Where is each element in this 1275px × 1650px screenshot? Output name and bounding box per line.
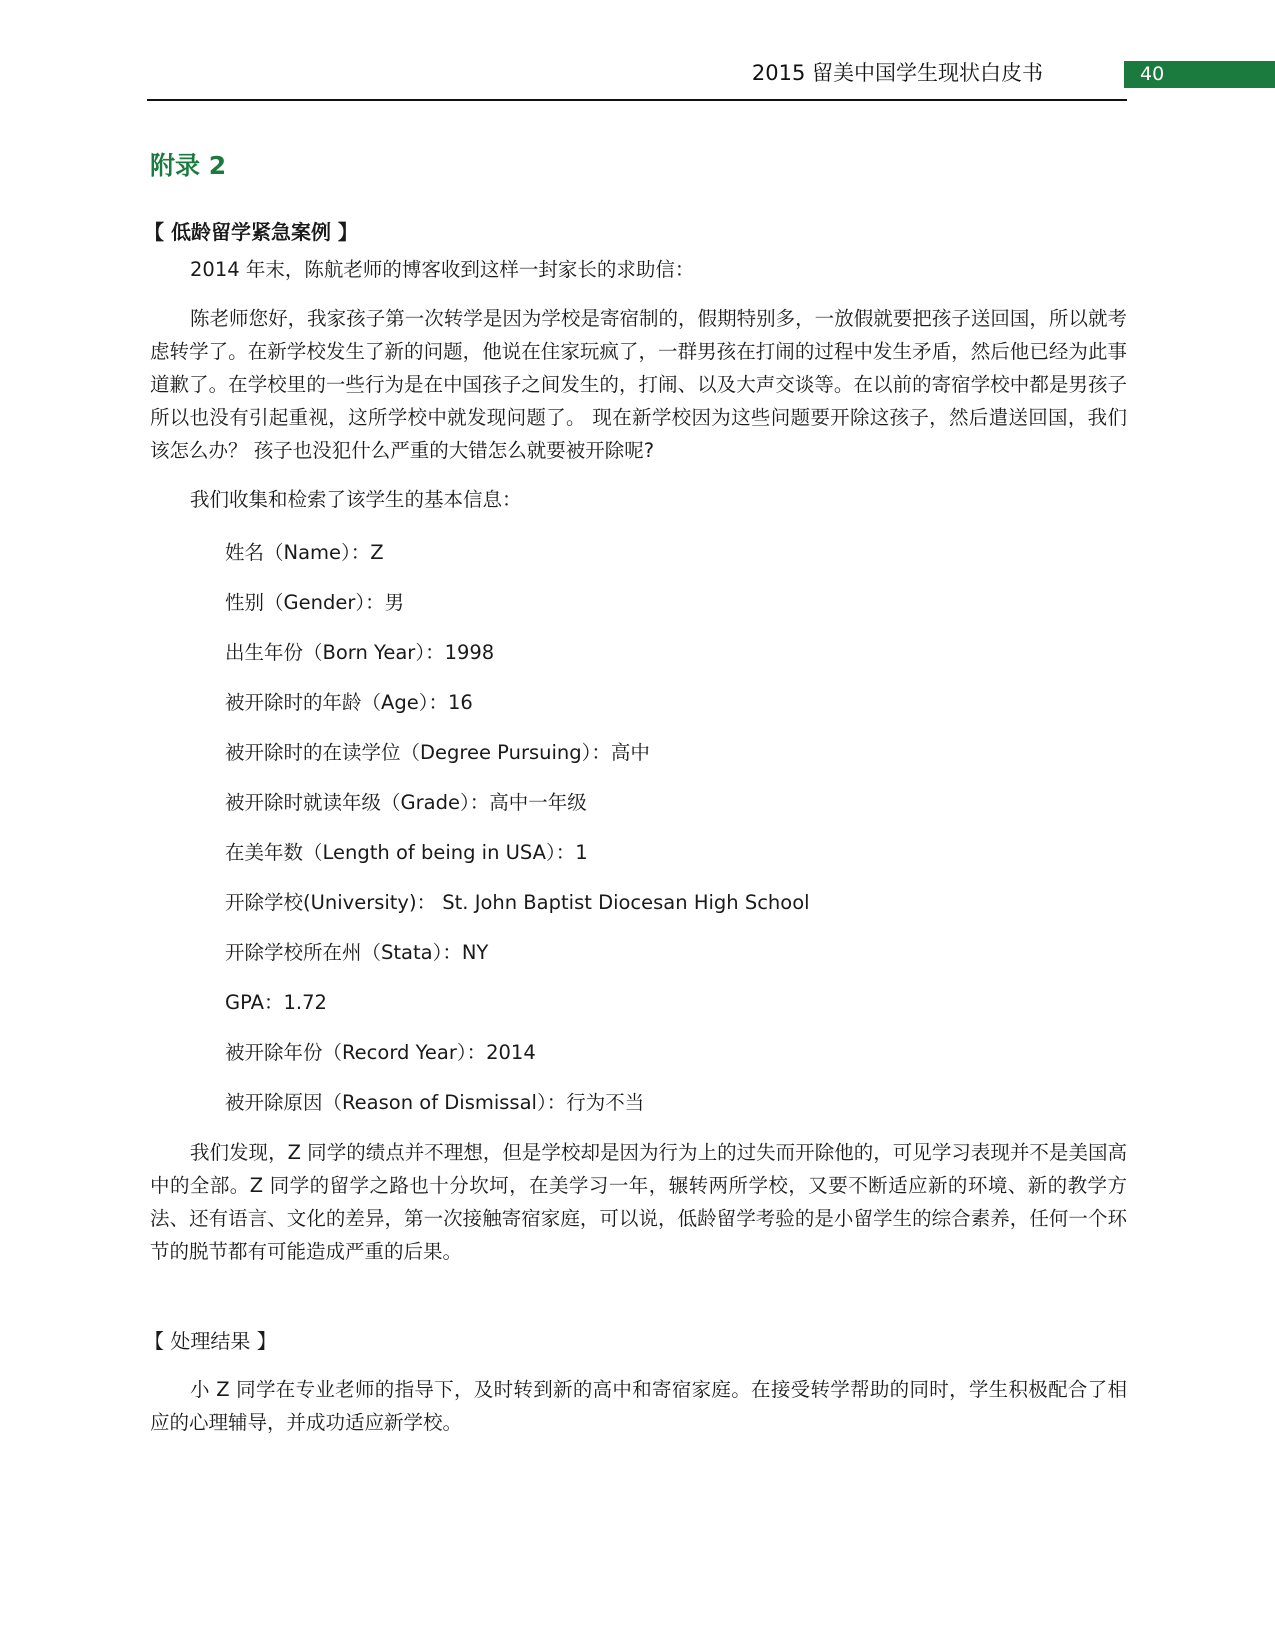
info-name: 姓名（Name）：Z (225, 541, 384, 564)
info-age: 被开除时的年龄（Age）：16 (225, 691, 473, 714)
info-record-year: 被开除年份（Record Year）：2014 (225, 1041, 536, 1064)
page-number: 40 (1124, 61, 1275, 88)
info-intro: 我们收集和检索了该学生的基本信息： (190, 488, 522, 511)
result-paragraph: 小 Z 同学在专业老师的指导下，及时转到新的高中和寄宿家庭。在接受转学帮助的同时，学生积极配合了相应的心理辅导，并成功适应新学校。 (150, 1378, 1127, 1434)
result-heading: 【 处理结果 】 (144, 1329, 277, 1353)
info-years-in-usa: 在美年数（Length of being in USA）：1 (225, 841, 588, 864)
parent-letter: 陈老师您好，我家孩子第一次转学是因为学校是寄宿制的，假期特别多，一放假就要把孩子送回国，所以就考虑转学了。在新学校发生了新的问题，他说在住家玩疯了，一群男孩在打闹的过程中发生矛盾，然后他已经为此事道歉了。在学校里的一些行为是在中国孩子之间发生的，打闹、以及大声交谈等。在以前的寄宿学校中都是男孩子所以也没有引起重视，这所学校中就发现问题了。 现在新学校因为这些问题要开除这孩子，然后遣送回国，我们该怎么办？ 孩子也没犯什么严重的大错怎么就要被开除呢? (150, 307, 1127, 462)
info-grade: 被开除时就读年级（Grade）：高中一年级 (225, 791, 587, 814)
case-intro: 2014 年末，陈航老师的博客收到这样一封家长的求助信： (190, 258, 695, 281)
header-divider (147, 99, 1127, 101)
page-content (144, 148, 1127, 1439)
case-heading: 【 低龄留学紧急案例 】 (144, 220, 358, 244)
appendix-heading: 附录 2 (150, 151, 227, 180)
report-title: 2015 留美中国学生现状白皮书 (751, 61, 1043, 85)
info-reason: 被开除原因（Reason of Dismissal）：行为不当 (225, 1091, 645, 1114)
info-gpa: GPA：1.72 (225, 991, 327, 1014)
student-info-list (150, 528, 1127, 1128)
finding-paragraph: 我们发现，Z 同学的绩点并不理想，但是学校却是因为行为上的过失而开除他的，可见学习表现并不是美国高中的全部。Z 同学的留学之路也十分坎坷，在美学习一年，辗转两所学校，又要不断适应新的环境、新的教学方法、还有语言、文化的差异，第一次接触寄宿家庭，可以说，低龄留学考验的是小留学生的综合素养，任何一个环节的脱节都有可能造成严重的后果。 (150, 1141, 1127, 1263)
info-school: 开除学校(University)： St. John Baptist Diocesan High School (225, 891, 810, 914)
info-gender: 性别（Gender）：男 (225, 591, 405, 614)
info-state: 开除学校所在州（Stata）：NY (225, 941, 489, 964)
info-degree: 被开除时的在读学位（Degree Pursuing）：高中 (225, 741, 650, 764)
info-born-year: 出生年份（Born Year）：1998 (225, 641, 495, 664)
